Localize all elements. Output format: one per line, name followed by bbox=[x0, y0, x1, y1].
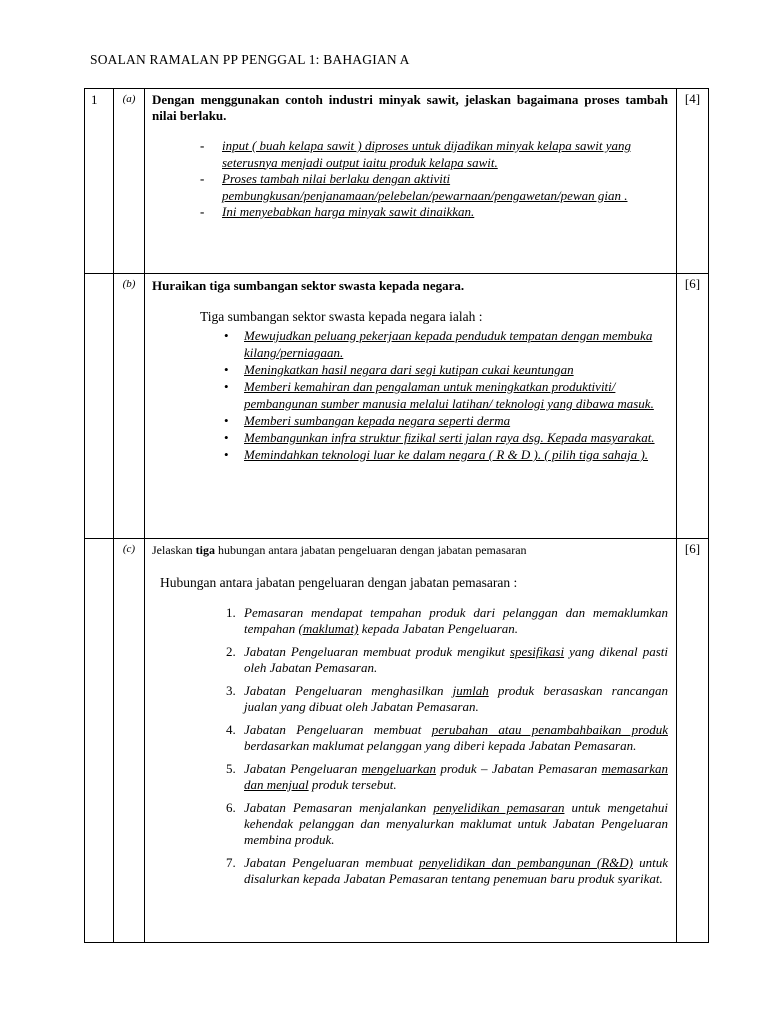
part-a-label: (a) bbox=[114, 89, 145, 274]
list-item: - input ( buah kelapa sawit ) diproses untuk dijadikan minyak kelapa sawit yang seterusnya menjadi output iaitu produk kelapa sawit. bbox=[200, 138, 668, 171]
list-item: • Membangunkan infra struktur fizikal serti jalan raya dsg. Kepada masyarakat. bbox=[222, 429, 668, 446]
list-item: 5. Jabatan Pengeluaran mengeluarkan produk – Jabatan Pemasaran memasarkan dan menjual produk tersebut. bbox=[226, 761, 668, 792]
list-item: 1. Pemasaran mendapat tempahan produk dari pelanggan dan memaklumkan tempahan (maklumat) kepada Jabatan Pengeluaran. bbox=[226, 605, 668, 636]
list-item: - Ini menyebabkan harga minyak sawit dinaikkan. bbox=[200, 204, 668, 221]
list-item: 4. Jabatan Pengeluaran membuat perubahan atau penambahbaikan produk berdasarkan maklumat pelanggan yang diberi kepada Jabatan Pemasaran. bbox=[226, 722, 668, 753]
list-item: • Meningkatkan hasil negara dari segi kutipan cukai keuntungan bbox=[222, 361, 668, 378]
list-item: 7. Jabatan Pengeluaran membuat penyelidikan dan pembangunan (R&D) untuk disalurkan kepada Jabatan Pemasaran tentang penemuan baru produk syarikat. bbox=[226, 855, 668, 886]
list-item: • Mewujudkan peluang pekerjaan kepada penduduk tempatan dengan membuka kilang/perniagaan. bbox=[222, 327, 668, 361]
part-a-marks: [4] bbox=[677, 89, 709, 274]
list-item: 3. Jabatan Pengeluaran menghasilkan jumlah produk berasaskan rancangan jualan yang dibuat oleh Jabatan Pemasaran. bbox=[226, 683, 668, 714]
part-c-marks: [6] bbox=[677, 539, 709, 943]
part-b-intro: Tiga sumbangan sektor swasta kepada negara ialah : bbox=[200, 309, 483, 324]
list-item: - Proses tambah nilai berlaku dengan aktiviti pembungkusan/penjanamaan/pelebelan/pewarnaan/pengawetan/pewan gian . bbox=[200, 171, 668, 204]
list-item: 2. Jabatan Pengeluaran membuat produk mengikut spesifikasi yang dikenal pasti oleh Jabatan Pemasaran. bbox=[226, 644, 668, 675]
part-c-body bbox=[145, 539, 677, 943]
question-number: 1 bbox=[85, 89, 114, 274]
part-a-row bbox=[85, 89, 709, 274]
list-item: • Memberi sumbangan kepada negara seperti derma bbox=[222, 412, 668, 429]
part-b-question: Huraikan tiga sumbangan sektor swasta kepada negara. bbox=[152, 278, 465, 293]
part-c-answers bbox=[152, 605, 668, 887]
question-table bbox=[84, 88, 709, 943]
part-c-question: Jelaskan tiga hubungan antara jabatan pengeluaran dengan jabatan pemasaran bbox=[152, 543, 527, 557]
part-b-answers bbox=[152, 327, 668, 463]
part-b-label: (b) bbox=[114, 274, 145, 539]
list-item: • Memindahkan teknologi luar ke dalam negara ( R & D ). ( pilih tiga sahaja ). bbox=[222, 446, 668, 463]
page-title: SOALAN RAMALAN PP PENGGAL 1: BAHAGIAN A bbox=[90, 52, 410, 67]
part-b-row bbox=[85, 274, 709, 539]
part-c-label: (c) bbox=[114, 539, 145, 943]
part-b-body bbox=[145, 274, 677, 539]
part-a-answers bbox=[152, 138, 668, 221]
part-a-question: Dengan menggunakan contoh industri minyak sawit, jelaskan bagaimana proses tambah nilai berlaku. bbox=[152, 92, 668, 123]
list-item: 6. Jabatan Pemasaran menjalankan penyelidikan pemasaran untuk mengetahui kehendak pelanggan dan menyalurkan maklumat untuk Jabatan Pengeluaran membina produk. bbox=[226, 800, 668, 847]
part-b-marks: [6] bbox=[677, 274, 709, 539]
list-item: • Memberi kemahiran dan pengalaman untuk meningkatkan produktiviti/ pembangunan sumber manusia melalui latihan/ teknologi yang dibawa masuk. bbox=[222, 378, 668, 412]
part-a-body bbox=[145, 89, 677, 274]
part-c-row bbox=[85, 539, 709, 943]
part-c-intro: Hubungan antara jabatan pengeluaran dengan jabatan pemasaran : bbox=[160, 575, 518, 590]
